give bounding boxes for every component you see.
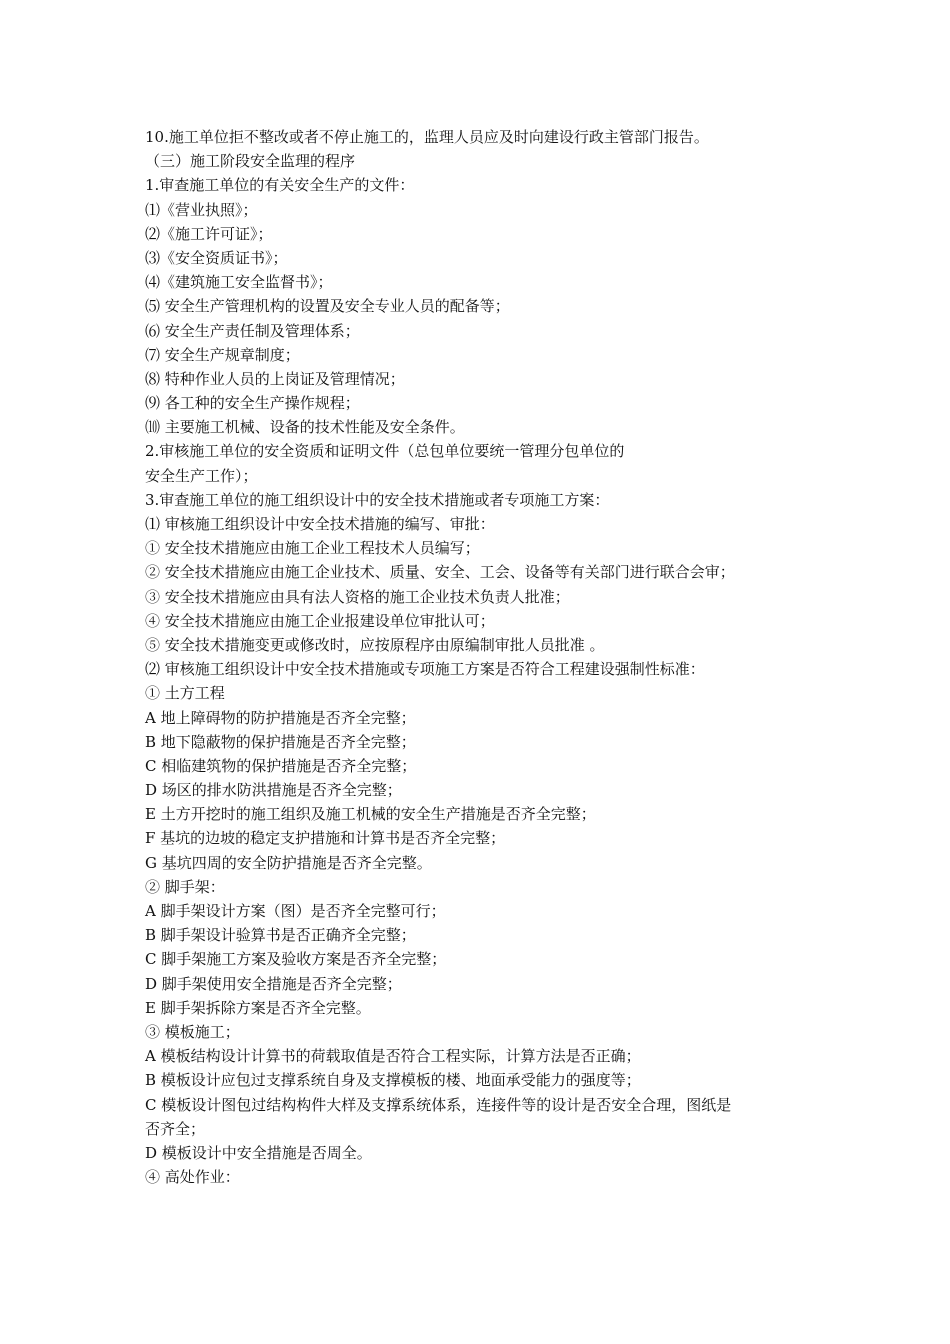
list-item: ⑴ 审核施工组织设计中安全技术措施的编写、审批： [145,515,495,533]
list-item: ⑼ 各工种的安全生产操作规程； [145,394,360,413]
list-item: ⑽ 主要施工机械、设备的技术性能及安全条件。 [145,418,465,437]
list-item: A 地上障碍物的防护措施是否齐全完整； [145,708,416,727]
list-item: ① 安全技术措施应由施工企业工程技术人员编写； [145,539,480,558]
list-item: ⑸ 安全生产管理机构的设置及安全专业人员的配备等； [145,297,510,316]
list-item: ⑶《安全资质证书》； [145,248,288,267]
list-item: ③ 安全技术措施应由具有法人资格的施工企业技术负责人批准； [145,587,570,606]
text-line: 3.审查施工单位的施工组织设计中的安全技术措施或者专项施工方案： [145,490,610,509]
list-item: ⑺ 安全生产规章制度； [145,345,300,364]
text-line: 10.施工单位拒不整改或者不停止施工的，监理人员应及时向建设行政主管部门报告。 [145,128,709,146]
list-item: ⑹ 安全生产责任制及管理体系； [145,321,360,340]
list-item: B 模板设计应包过支撑系统自身及支撑模板的楼、地面承受能力的强度等； [145,1071,641,1090]
list-item: 否齐全； [145,1119,206,1138]
list-item: ⑻ 特种作业人员的上岗证及管理情况； [145,369,405,388]
section-heading: （三）施工阶段安全监理的程序 [145,152,356,171]
list-item: ③ 模板施工； [145,1022,240,1041]
list-item: E 土方开挖时的施工组织及施工机械的安全生产措施是否齐全完整； [145,805,596,824]
list-item: E 脚手架拆除方案是否齐全完整。 [145,998,371,1017]
list-item: B 地下隐蔽物的保护措施是否齐全完整； [145,732,416,751]
list-item: ① 土方工程 [145,684,225,703]
list-item: ⑤ 安全技术措施变更或修改时，应按原程序由原编制审批人员批准 。 [145,635,605,654]
list-item: C 脚手架施工方案及验收方案是否齐全完整； [145,950,447,969]
list-item: C 模板设计图包过结构构件大样及支撑系统体系，连接件等的设计是否安全合理，图纸是 [145,1095,732,1114]
list-item: D 场区的排水防洪措施是否齐全完整； [145,781,402,800]
list-item: ⑴《营业执照》； [145,200,258,219]
list-item: ⑷《建筑施工安全监督书》； [145,273,333,292]
list-item: D 脚手架使用安全措施是否齐全完整； [145,974,402,993]
list-item: A 模板结构设计计算书的荷载取值是否符合工程实际，计算方法是否正确； [145,1047,641,1066]
list-item: A 脚手架设计方案（图）是否齐全完整可行； [145,902,446,920]
list-item: ② 脚手架： [145,877,225,896]
text-line: 安全生产工作）； [145,466,258,485]
list-item: ⑵ 审核施工组织设计中安全技术措施或专项施工方案是否符合工程建设强制性标准： [145,660,705,679]
list-item: F 基坑的边坡的稳定支护措施和计算书是否齐全完整； [145,829,506,848]
list-item: ② 安全技术措施应由施工企业技术、质量、安全、工会、设备等有关部门进行联合会审； [145,563,735,582]
list-item: D 模板设计中安全措施是否周全。 [145,1143,372,1162]
text-line: 1.审查施工单位的有关安全生产的文件： [145,176,415,195]
text-line: 2.审核施工单位的安全资质和证明文件（总包单位要统一管理分包单位的 [145,442,625,461]
list-item: ④ 安全技术措施应由施工企业报建设单位审批认可； [145,611,495,630]
list-item: G 基坑四周的安全防护措施是否齐全完整。 [145,853,432,872]
list-item: ⑵《施工许可证》； [145,224,273,243]
list-item: ④ 高处作业： [145,1168,240,1187]
list-item: B 脚手架设计验算书是否正确齐全完整； [145,926,416,945]
document-body [145,125,815,1189]
list-item: C 相临建筑物的保护措施是否齐全完整； [145,756,417,775]
